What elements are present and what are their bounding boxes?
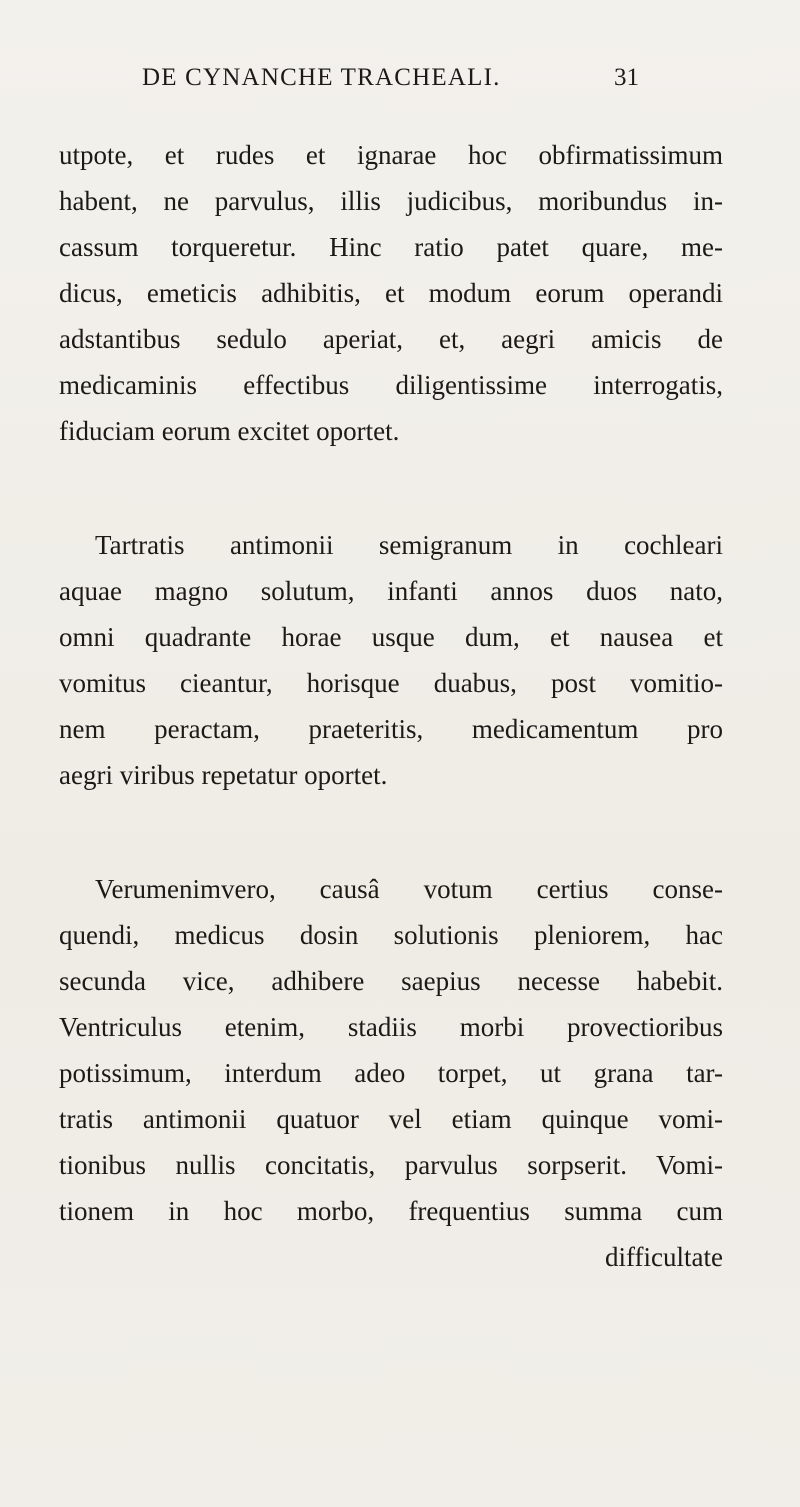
text-line: vomitus cieantur, horisque duabus, post vomitio-	[59, 668, 723, 698]
text-line: utpote, et rudes et ignarae hoc obfirmatissimum	[59, 140, 723, 170]
text-line: tratis antimonii quatuor vel etiam quinque vomi-	[59, 1104, 723, 1134]
running-head	[0, 64, 800, 104]
paragraph-gap	[59, 454, 723, 522]
paragraph-2	[59, 522, 723, 798]
text-line: adstantibus sedulo aperiat, et, aegri amicis de	[59, 324, 723, 354]
text-line: quendi, medicus dosin solutionis pleniorem, hac	[59, 920, 723, 950]
page-number: 31	[614, 64, 639, 91]
catchword: difficultate	[605, 1242, 723, 1272]
text-line: aegri viribus repetatur oportet.	[59, 760, 388, 790]
text-line: tionem in hoc morbo, frequentius summa cum	[59, 1196, 723, 1226]
paragraph-3	[59, 866, 723, 1280]
text-line: cassum torqueretur. Hinc ratio patet quare, me-	[59, 232, 723, 262]
text-line: Verumenimvero, causâ votum certius conse-	[95, 874, 723, 904]
text-line: habent, ne parvulus, illis judicibus, moribundus in-	[59, 186, 723, 216]
text-line: medicaminis effectibus diligentissime interrogatis,	[59, 370, 723, 400]
text-line: dicus, emeticis adhibitis, et modum eorum operandi	[59, 278, 723, 308]
text-line: potissimum, interdum adeo torpet, ut grana tar-	[59, 1058, 723, 1088]
paragraph-1	[59, 132, 723, 454]
text-line: fiduciam eorum excitet oportet.	[59, 416, 400, 446]
body-text	[59, 132, 723, 1280]
text-line: nem peractam, praeteritis, medicamentum pro	[59, 714, 723, 744]
text-line: secunda vice, adhibere saepius necesse habebit.	[59, 966, 723, 996]
text-line: omni quadrante horae usque dum, et nausea et	[59, 622, 723, 652]
text-line: tionibus nullis concitatis, parvulus sorpserit. Vomi-	[59, 1150, 723, 1180]
text-line: Tartratis antimonii semigranum in cochleari	[95, 530, 723, 560]
paragraph-gap	[59, 798, 723, 866]
running-title: DE CYNANCHE TRACHEALI.	[142, 64, 501, 91]
text-line: Ventriculus etenim, stadiis morbi provectioribus	[59, 1012, 723, 1042]
text-line: aquae magno solutum, infanti annos duos nato,	[59, 576, 723, 606]
